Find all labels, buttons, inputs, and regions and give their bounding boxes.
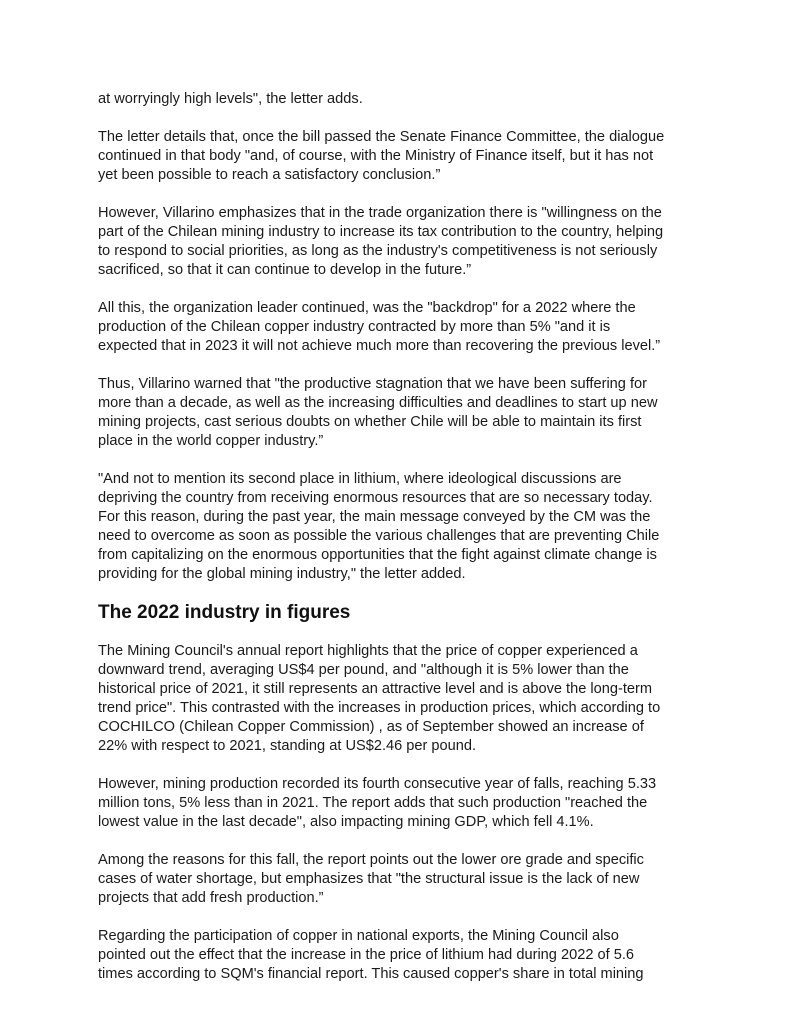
text-line: Among the reasons for this fall, the report points out the lower ore grade and specific	[98, 852, 644, 868]
text-line: pointed out the effect that the increase in the price of lithium had during 2022 of 5.6	[98, 947, 635, 963]
paragraph	[98, 851, 718, 908]
text-line: production of the Chilean copper industry contracted by more than 5% "and it is	[98, 319, 611, 335]
text-line: "And not to mention its second place in lithium, where ideological discussions are	[98, 471, 622, 487]
text-line: trend price". This contrasted with the increases in production prices, which according to	[98, 700, 661, 716]
paragraph	[98, 470, 718, 584]
paragraph	[98, 299, 718, 356]
text-line: All this, the organization leader continued, was the "backdrop" for a 2022 where the	[98, 300, 636, 316]
paragraph	[98, 775, 718, 832]
paragraph	[98, 927, 718, 984]
text-line: to respond to social priorities, as long as the industry's competitiveness is not seriously	[98, 243, 658, 259]
document-page	[98, 90, 718, 1003]
text-line: need to overcome as soon as possible the various challenges that are preventing Chile	[98, 528, 660, 544]
paragraph	[98, 642, 718, 756]
paragraph	[98, 375, 718, 451]
section-heading	[98, 603, 718, 622]
text-line: Thus, Villarino warned that "the productive stagnation that we have been suffering for	[98, 376, 648, 392]
text-line: continued in that body "and, of course, with the Ministry of Finance itself, but it has not	[98, 148, 654, 164]
paragraph	[98, 90, 718, 109]
text-line: cases of water shortage, but emphasizes that "the structural issue is the lack of new	[98, 871, 640, 887]
text-line: historical price of 2021, it still represents an attractive level and is above the long-term	[98, 681, 653, 697]
paragraph	[98, 128, 718, 185]
text-line: million tons, 5% less than in 2021. The report adds that such production "reached the	[98, 795, 648, 811]
text-line: However, mining production recorded its fourth consecutive year of falls, reaching 5.33	[98, 776, 657, 792]
text-line: sacrificed, so that it can continue to develop in the future.”	[98, 262, 472, 278]
text-line: Regarding the participation of copper in national exports, the Mining Council also	[98, 928, 619, 944]
text-line: more than a decade, as well as the increasing difficulties and deadlines to start up new	[98, 395, 658, 411]
text-line: mining projects, cast serious doubts on whether Chile will be able to maintain its first	[98, 414, 642, 430]
text-line: at worryingly high levels", the letter adds.	[98, 91, 363, 107]
text-line: providing for the global mining industry," the letter added.	[98, 566, 466, 582]
text-line: place in the world copper industry.”	[98, 433, 324, 449]
text-line: The Mining Council's annual report highlights that the price of copper experienced a	[98, 643, 638, 659]
text-line: expected that in 2023 it will not achieve much more than recovering the previous level.”	[98, 338, 661, 354]
text-line: The letter details that, once the bill passed the Senate Finance Committee, the dialogue	[98, 129, 665, 145]
text-line: part of the Chilean mining industry to increase its tax contribution to the country, helping	[98, 224, 664, 240]
text-line: The 2022 industry in figures	[98, 602, 351, 623]
text-line: For this reason, during the past year, the main message conveyed by the CM was the	[98, 509, 651, 525]
text-line: yet been possible to reach a satisfactory conclusion.”	[98, 167, 441, 183]
text-line: COCHILCO (Chilean Copper Commission) , as of September showed an increase of	[98, 719, 644, 735]
paragraph	[98, 204, 718, 280]
text-line: downward trend, averaging US$4 per pound, and "although it is 5% lower than the	[98, 662, 629, 678]
text-line: times according to SQM's financial report. This caused copper's share in total mining	[98, 966, 644, 982]
text-line: lowest value in the last decade", also impacting mining GDP, which fell 4.1%.	[98, 814, 594, 830]
text-line: However, Villarino emphasizes that in the trade organization there is "willingness on the	[98, 205, 662, 221]
text-line: depriving the country from receiving enormous resources that are so necessary today.	[98, 490, 653, 506]
text-line: projects that add fresh production.”	[98, 890, 324, 906]
text-line: from capitalizing on the enormous opportunities that the fight against climate change is	[98, 547, 657, 563]
text-line: 22% with respect to 2021, standing at US$2.46 per pound.	[98, 738, 477, 754]
